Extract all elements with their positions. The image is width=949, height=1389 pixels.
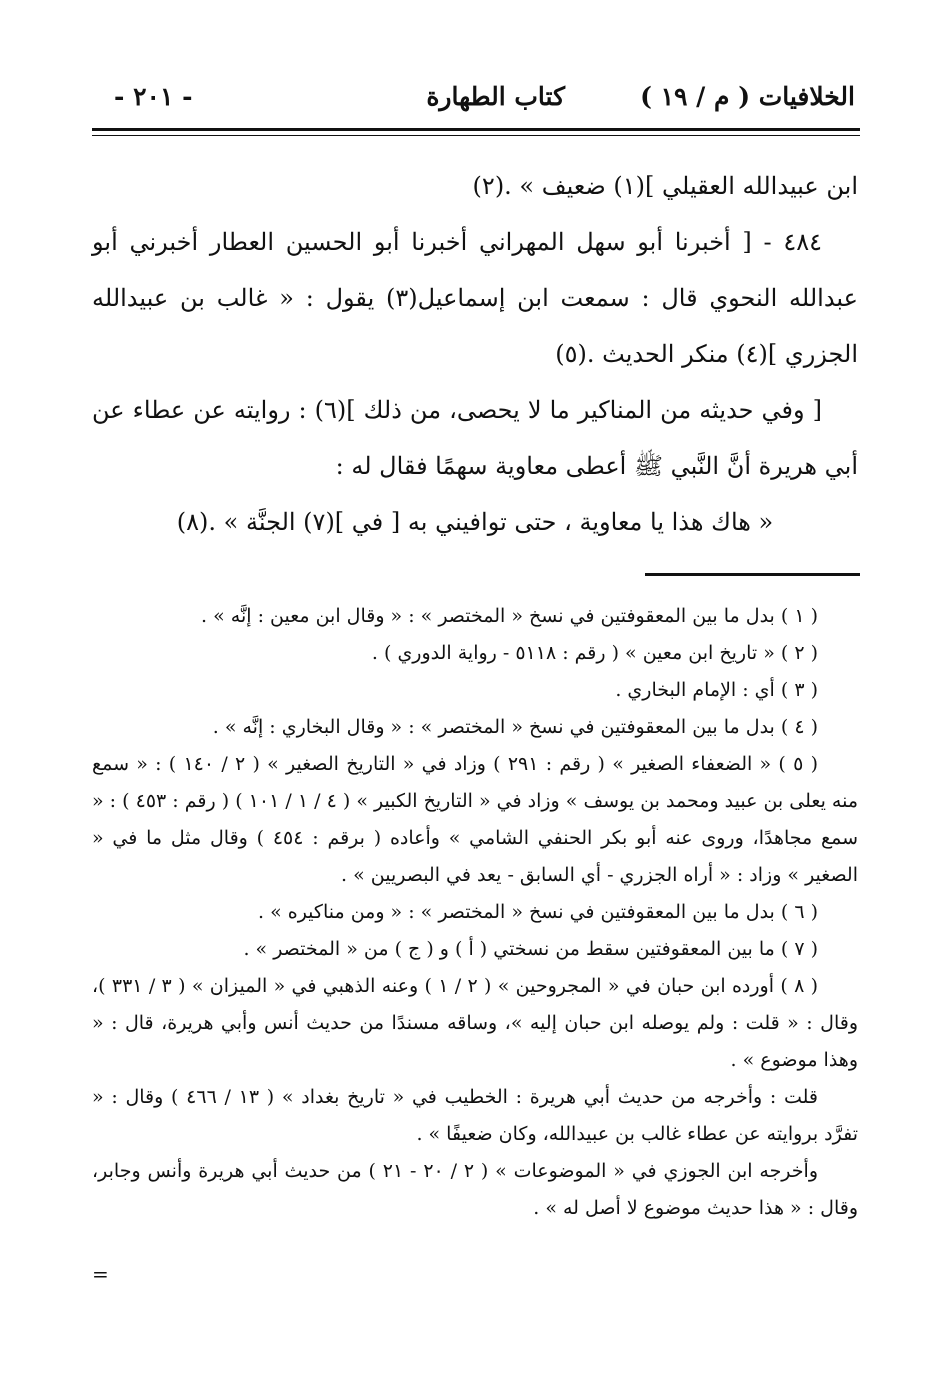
footnote: وأخرجه ابن الجوزي في « الموضوعات » ( ٢ / ٢٠ - ٢١ ) من حديث أبي هريرة وأنس وجابر، وقال : « هذا حديث موضوع لا أصل له » . xyxy=(92,1160,858,1219)
main-paragraph: ابن عبيدالله العقيلي ](١) ضعيف » .(٢) xyxy=(472,172,858,200)
continuation-mark: = xyxy=(92,1262,109,1286)
header-rule-thin xyxy=(92,135,860,136)
footnote: ( ٨ ) أورده ابن حبان في « المجروحين » ( ٢ / ١ ) وعنه الذهبي في « الميزان » ( ٣ / ٣٣١ )، وقال : « قلت : ولم يوصله ابن حبان إليه »، وساقه مسندًا من حديث أنس وأبي هريرة، قال : « وهذا موضوع » . xyxy=(92,975,858,1071)
header-volume-title: الخلافيات ( م / ١٩ ) xyxy=(640,82,855,111)
footnote-separator xyxy=(645,573,860,576)
footnote: ( ٦ ) بدل ما بين المعقوفتين في نسخ « المختصر » : « ومن مناكيره » . xyxy=(258,901,818,923)
page-header xyxy=(90,74,855,118)
header-chapter-title: كتاب الطهارة xyxy=(426,82,565,111)
page-number: - ٢٠١ - xyxy=(114,82,193,111)
footnote: ( ٣ ) أي : الإمام البخاري . xyxy=(615,679,818,701)
main-paragraph: [ وفي حديثه من المناكير ما لا يحصى، من ذلك ](٦) : روايته عن عطاء عن أبي هريرة أنَّ النَّبي ﷺ أعطى معاوية سهمًا فقال له : xyxy=(92,396,858,480)
header-rule-thick xyxy=(92,128,860,131)
hadith-quote: « هاك هذا يا معاوية ، حتى توافيني به [ في ](٧) الجنَّة » .(٨) xyxy=(176,508,774,536)
footnote: ( ٥ ) « الضعفاء الصغير » ( رقم : ٢٩١ ) وزاد في « التاريخ الصغير » ( ٢ / ١٤٠ ) : « سمع منه يعلى بن عبيد ومحمد بن يوسف » وزاد في « التاريخ الكبير » ( ٤ / ١ / ١٠١ ) ( رقم : ٤٥٣ ) : « سمع مجاهدًا، وروى عنه أبو بكر الحنفي الشامي » وأعاده ( برقم : ٤٥٤ ) وقال مثل ما في « الصغير » وزاد : « أراه الجزري - أي السابق - يعد في البصريين » . xyxy=(92,753,859,886)
footnote: ( ٧ ) ما بين المعقوفتين سقط من نسختي ( أ ) و ( ج ) من « المختصر » . xyxy=(243,938,818,960)
footnote: قلت : وأخرجه من حديث أبي هريرة : الخطيب في « تاريخ بغداد » ( ١٣ / ٤٦٦ ) وقال : « تفرَّد بروايته عن عطاء غالب بن عبيدالله، وكان ضعيفًا » . xyxy=(92,1086,858,1145)
footnotes xyxy=(92,598,858,1227)
footnote: ( ١ ) بدل ما بين المعقوفتين في نسخ « المختصر » : « وقال ابن معين : إنَّه » . xyxy=(201,605,818,627)
footnote: ( ٢ ) « تاريخ ابن معين » ( رقم : ٥١١٨ - رواية الدوري ) . xyxy=(371,642,818,664)
footnote: ( ٤ ) بدل ما بين المعقوفتين في نسخ « المختصر » : « وقال البخاري : إنَّه » . xyxy=(212,716,818,738)
main-paragraph: ٤٨٤ - [ أخبرنا أبو سهل المهراني أخبرنا أبو الحسين العطار أخبرني أبو عبدالله النحوي قال : سمعت ابن إسماعيل(٣) يقول : « غالب بن عبيدالله الجزري ](٤) منكر الحديث .(٥) xyxy=(92,228,858,368)
main-text xyxy=(92,158,858,550)
